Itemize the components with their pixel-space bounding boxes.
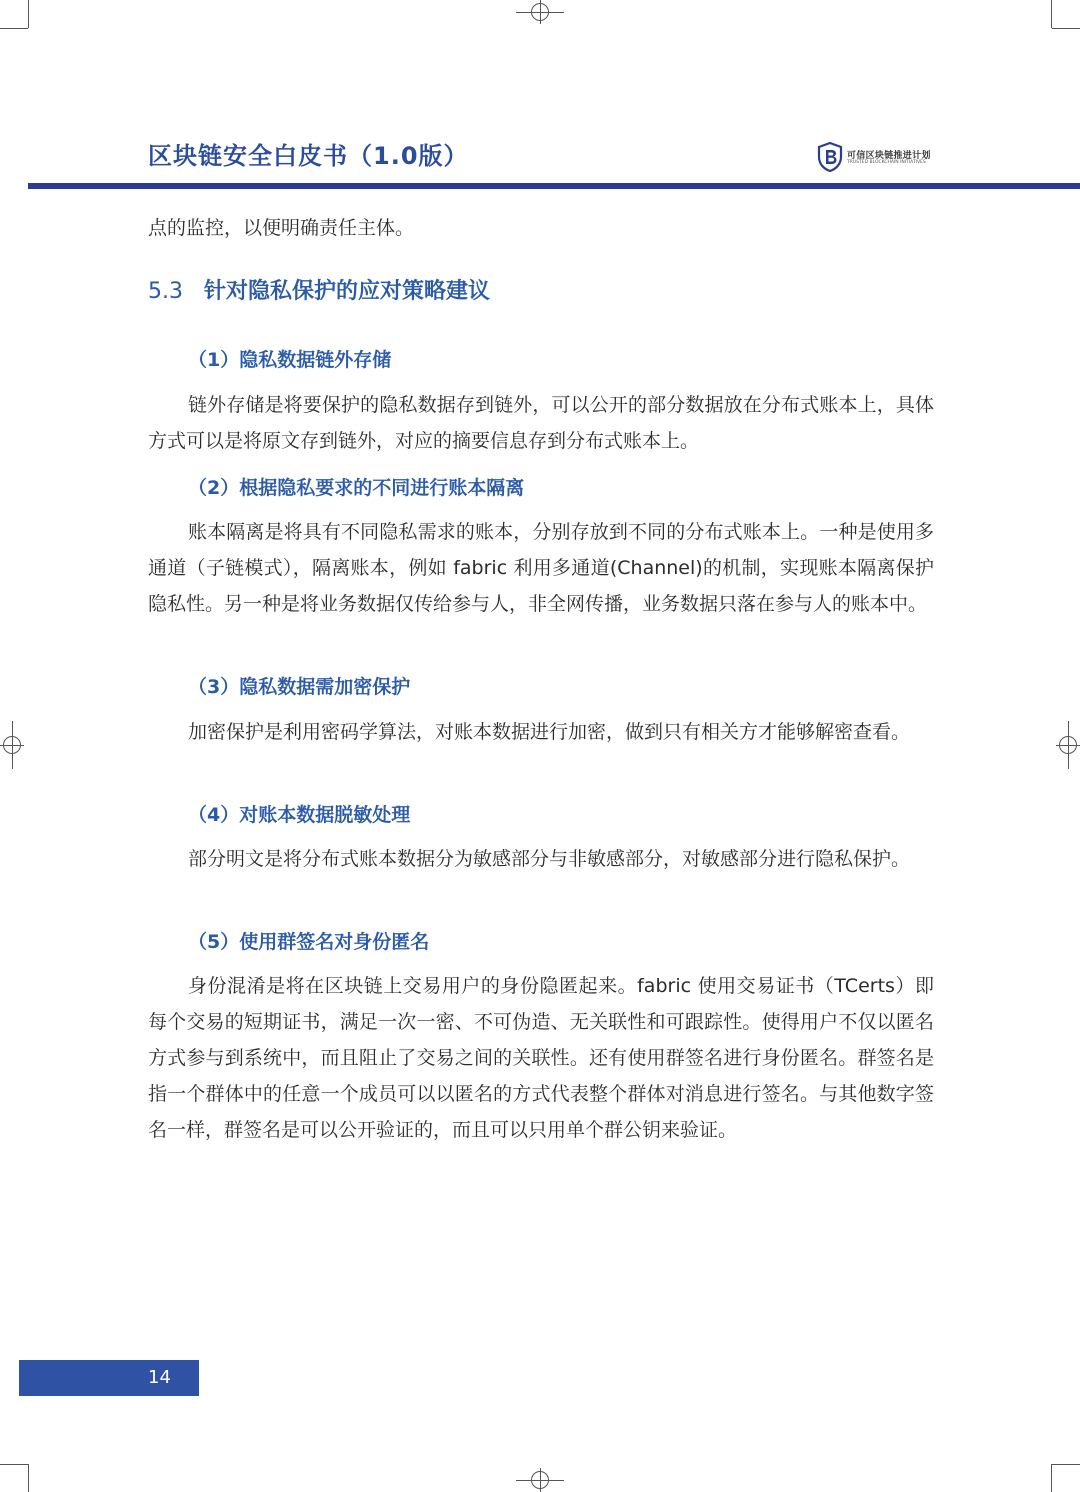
body-line: 离保护隐私性。另一种是将业务数据仅传给参与人，非全网传播，业务数据只落在参与人 <box>148 557 934 615</box>
subsection-body-2 <box>148 514 934 622</box>
body-line: 看。 <box>872 721 911 743</box>
subsection-heading-1: （1）隐私数据链外存储 <box>188 349 392 371</box>
body-line: 具体方式可以是将原文存到链外，对应的摘要信息存到分布式账本上。 <box>148 394 934 452</box>
body-line: 以匿名方式参与到系统中，而且阻止了交易之间的关联性。还有使用群签名进行身份匿 <box>148 1011 934 1069</box>
document-title: 区块链安全白皮书（1.0版） <box>148 142 469 170</box>
body-line: 链外存储是将要保护的隐私数据存到链外，可以公开的部分数据放在分布式账本上， <box>188 394 896 416</box>
subsection-heading-2: （2）根据隐私要求的不同进行账本隔离 <box>188 477 525 499</box>
subsection-heading-5: （5）使用群签名对身份匿名 <box>188 931 430 953</box>
body-line: 护。 <box>872 848 911 870</box>
intro-line: 点的监控，以便明确责任主体。 <box>148 217 415 239</box>
section-title: 针对隐私保护的应对策略建议 <box>204 279 491 304</box>
logo-text-chinese: 可信区块链推进计划 <box>847 151 931 161</box>
subsection-body-5 <box>148 968 934 1148</box>
subsection-body-3 <box>148 714 934 750</box>
section-heading <box>148 274 490 305</box>
body-line: 的账本中。 <box>832 593 928 615</box>
page-number: 14 <box>148 1367 171 1388</box>
body-line: 部分明文是将分布式账本数据分为敏感部分与非敏感部分，对敏感部分进行隐私保 <box>188 848 873 870</box>
logo-text-english: TRUSTED BLOCKCHAIN INITIATIVES <box>847 160 926 165</box>
shield-b-icon <box>817 142 843 172</box>
section-number: 5.3 <box>148 279 183 304</box>
body-line: 即每个交易的短期证书，满足一次一密、不可伪造、无关联性和可跟踪性。使得用户不仅 <box>148 975 934 1033</box>
body-line: 身份混淆是将在区块链上交易用户的身份隐匿起来。fabric 使用交易证书（TCerts） <box>188 975 915 997</box>
subsection-body-4 <box>148 841 934 877</box>
body-line: 名。群签名是指一个群体中的任意一个成员可以以匿名的方式代表整个群体对消息进行签 <box>148 1047 934 1105</box>
page-number-tab <box>19 1360 199 1396</box>
subsection-heading-4: （4）对账本数据脱敏处理 <box>188 804 411 826</box>
brand-logo <box>817 142 937 172</box>
body-line: 名。与其他数字签名一样，群签名是可以公开验证的，而且可以只用单个群公钥来验证。 <box>148 1083 934 1141</box>
header-rule <box>28 183 1080 189</box>
body-line: 账本隔离是将具有不同隐私需求的账本，分别存放到不同的分布式账本上。一种是使 <box>188 521 896 543</box>
subsection-heading-3: （3）隐私数据需加密保护 <box>188 676 411 698</box>
body-line: 用多通道（子链模式），隔离账本，例如 fabric 利用多通道(Channel)的机制，实现账本隔 <box>148 521 934 579</box>
body-line: 加密保护是利用密码学算法，对账本数据进行加密，做到只有相关方才能够解密查 <box>188 721 873 743</box>
subsection-body-1 <box>148 387 934 459</box>
